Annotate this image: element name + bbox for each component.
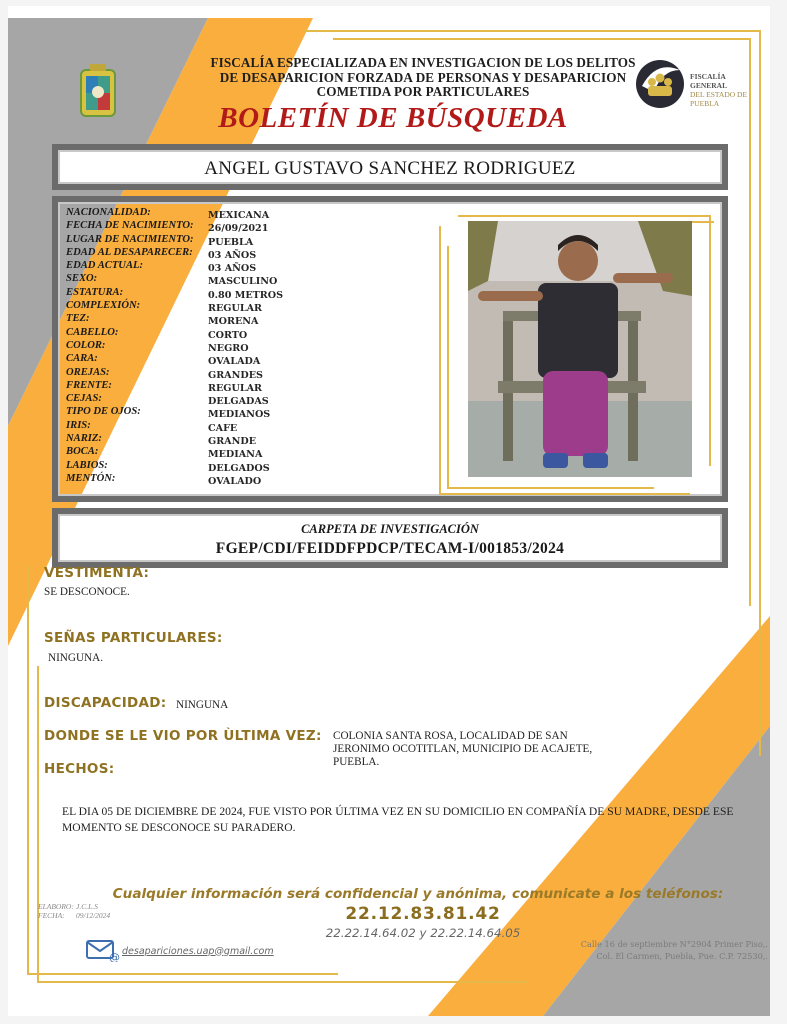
fecha-value: 09/12/2024	[76, 911, 111, 920]
detail-label: EDAD AL DESAPARECER:	[66, 246, 193, 258]
detail-label: FRENTE:	[66, 379, 112, 391]
detail-row	[66, 445, 306, 461]
hechos-title: HECHOS:	[44, 761, 115, 777]
detail-value: NEGRO	[208, 342, 249, 354]
detail-value: REGULAR	[208, 382, 263, 394]
address-line-2: Col. El Carmen, Puebla, Pue. C.P. 72530,.	[596, 950, 768, 961]
detail-row	[66, 246, 306, 259]
elaboro-block	[38, 902, 110, 920]
institution-header	[198, 56, 648, 100]
child-photo-illustration	[468, 221, 692, 477]
svg-text:@: @	[109, 951, 120, 962]
detail-label: COMPLEXIÓN:	[66, 300, 141, 312]
detail-value: 03 AÑOS	[208, 263, 257, 275]
detail-label: EDAD ACTUAL:	[66, 260, 144, 272]
discapacidad-text: NINGUNA	[176, 699, 229, 711]
address-line-1: Calle 16 de septiembre N°2904 Primer Piso,.	[580, 939, 768, 949]
contact-message: Cualquier información será confidencial y anónima, comunicate a los teléfonos:	[112, 886, 724, 902]
detail-label: MENTÓN:	[66, 472, 116, 484]
missing-child-photo	[468, 221, 692, 477]
detail-value: CORTO	[208, 329, 248, 341]
logo-text-line-1: FISCALÍA GENERAL	[690, 72, 728, 90]
detail-label: CEJAS:	[66, 393, 102, 405]
hechos-text: EL DIA 05 DE DICIEMBRE DE 2024, FUE VISTO POR ÚLTIMA VEZ EN SU DOMICILIO EN COMPAÑÍA DE SU MADRE, DESDE ESE MOMENTO SE DESCONOCE SU PARADERO.	[62, 805, 734, 834]
detail-value: PUEBLA	[208, 236, 254, 248]
detail-label: NARIZ:	[66, 433, 102, 445]
fiscalia-logo	[636, 52, 754, 116]
donde-title: DONDE SE LE VIO POR ÙLTIMA VEZ:	[44, 728, 322, 744]
person-name: ANGEL GUSTAVO SANCHEZ RODRIGUEZ	[204, 158, 576, 179]
detail-label: TIPO DE OJOS:	[66, 406, 141, 418]
fecha-label: FECHA:	[38, 911, 65, 920]
header-line-1: FISCALÍA ESPECIALIZADA EN INVESTIGACION DE LOS DELITOS	[210, 55, 636, 70]
detail-row	[66, 206, 306, 219]
elaboro-label: ELABORO:	[38, 902, 74, 911]
detail-label: COLOR:	[66, 339, 106, 351]
person-details-list	[66, 206, 306, 485]
logo-text-line-3: PUEBLA	[690, 99, 720, 108]
detail-value: MEDIANOS	[208, 409, 271, 421]
detail-value: REGULAR	[208, 303, 263, 315]
name-box	[52, 144, 728, 190]
bulletin-title: BOLETÍN DE BÚSQUEDA	[218, 102, 568, 134]
detail-row	[66, 366, 306, 379]
detail-label: CARA:	[66, 353, 98, 365]
detail-value: 0.80 METROS	[208, 289, 284, 301]
donde-line-1: COLONIA SANTA ROSA, LOCALIDAD DE SAN	[333, 730, 568, 742]
envelope-icon	[86, 940, 120, 962]
email-link[interactable]: desapariciones.uap@gmail.com	[122, 945, 274, 957]
detail-row	[66, 272, 306, 288]
detail-label: ESTATURA:	[66, 286, 124, 298]
detail-row	[66, 459, 306, 472]
detail-row	[66, 326, 306, 339]
detail-value: OVALADO	[208, 475, 262, 487]
detail-value: GRANDES	[208, 369, 263, 381]
detail-label: CABELLO:	[66, 326, 119, 338]
email-contact[interactable]	[86, 940, 274, 962]
office-address	[548, 939, 768, 962]
detail-label: TEZ:	[66, 313, 90, 325]
carpeta-number: FGEP/CDI/FEIDDFPDCP/TECAM-I/001853/2024	[215, 540, 565, 557]
detail-label: FECHA DE NACIMIENTO:	[66, 220, 194, 232]
detail-row	[66, 379, 306, 392]
detail-row	[66, 392, 306, 408]
detail-value: DELGADOS	[208, 462, 270, 474]
detail-value: OVALADA	[208, 356, 261, 368]
elaboro-value: J.C.L.S	[76, 902, 98, 911]
logo-text-line-2: DEL ESTADO DE	[690, 90, 748, 99]
detail-value: DELGADAS	[208, 396, 269, 408]
detail-label: LUGAR DE NACIMIENTO:	[66, 233, 194, 245]
detail-label: IRIS:	[66, 419, 91, 431]
detail-label: OREJAS:	[66, 366, 110, 378]
detail-label: BOCA:	[66, 446, 99, 458]
carpeta-box	[52, 508, 728, 568]
detail-label: SEXO:	[66, 273, 98, 285]
vestimenta-title: VESTIMENTA:	[44, 565, 150, 581]
detail-value: MEDIANA	[208, 449, 263, 461]
senas-text: NINGUNA.	[48, 652, 103, 664]
senas-title: SEÑAS PARTICULARES:	[44, 630, 223, 646]
vestimenta-text: SE DESCONOCE.	[44, 586, 130, 598]
donde-line-3: PUEBLA.	[333, 756, 380, 768]
header-line-2: DE DESAPARICION FORZADA DE PERSONAS Y DESAPARICION	[219, 69, 627, 85]
detail-value: 26/09/2021	[208, 223, 269, 235]
detail-value: MEXICANA	[208, 210, 270, 221]
puebla-coat-of-arms-icon	[78, 64, 118, 122]
detail-row	[66, 339, 306, 352]
detail-value: MASCULINO	[208, 276, 278, 288]
detail-row	[66, 312, 306, 328]
detail-value: CAFE	[208, 422, 238, 434]
detail-row	[66, 405, 306, 421]
detail-row	[66, 219, 306, 235]
search-bulletin	[8, 6, 770, 1016]
detail-row	[66, 352, 306, 368]
detail-value: MORENA	[208, 316, 259, 328]
detail-row	[66, 286, 306, 299]
carpeta-label: CARPETA DE INVESTIGACIÓN	[301, 522, 479, 536]
phone-alt[interactable]: 22.22.14.64.02 y 22.22.14.64.05	[325, 926, 521, 940]
discapacidad-title: DISCAPACIDAD:	[44, 695, 167, 711]
detail-value: 03 AÑOS	[208, 249, 257, 261]
detail-row	[66, 432, 306, 448]
detail-label: NACIONALIDAD:	[66, 207, 151, 218]
detail-row	[66, 259, 306, 275]
header-line-3: COMETIDA POR PARTICULARES	[316, 84, 530, 99]
detail-row	[66, 472, 306, 485]
detail-row	[66, 233, 306, 246]
detail-label: LABIOS:	[66, 459, 108, 471]
detail-value: GRANDE	[208, 436, 257, 448]
phone-main[interactable]: 22.12.83.81.42	[345, 904, 501, 924]
donde-line-2: JERONIMO OCOTITLAN, MUNICIPIO DE ACAJETE,	[333, 743, 593, 755]
donde-text	[333, 730, 592, 769]
